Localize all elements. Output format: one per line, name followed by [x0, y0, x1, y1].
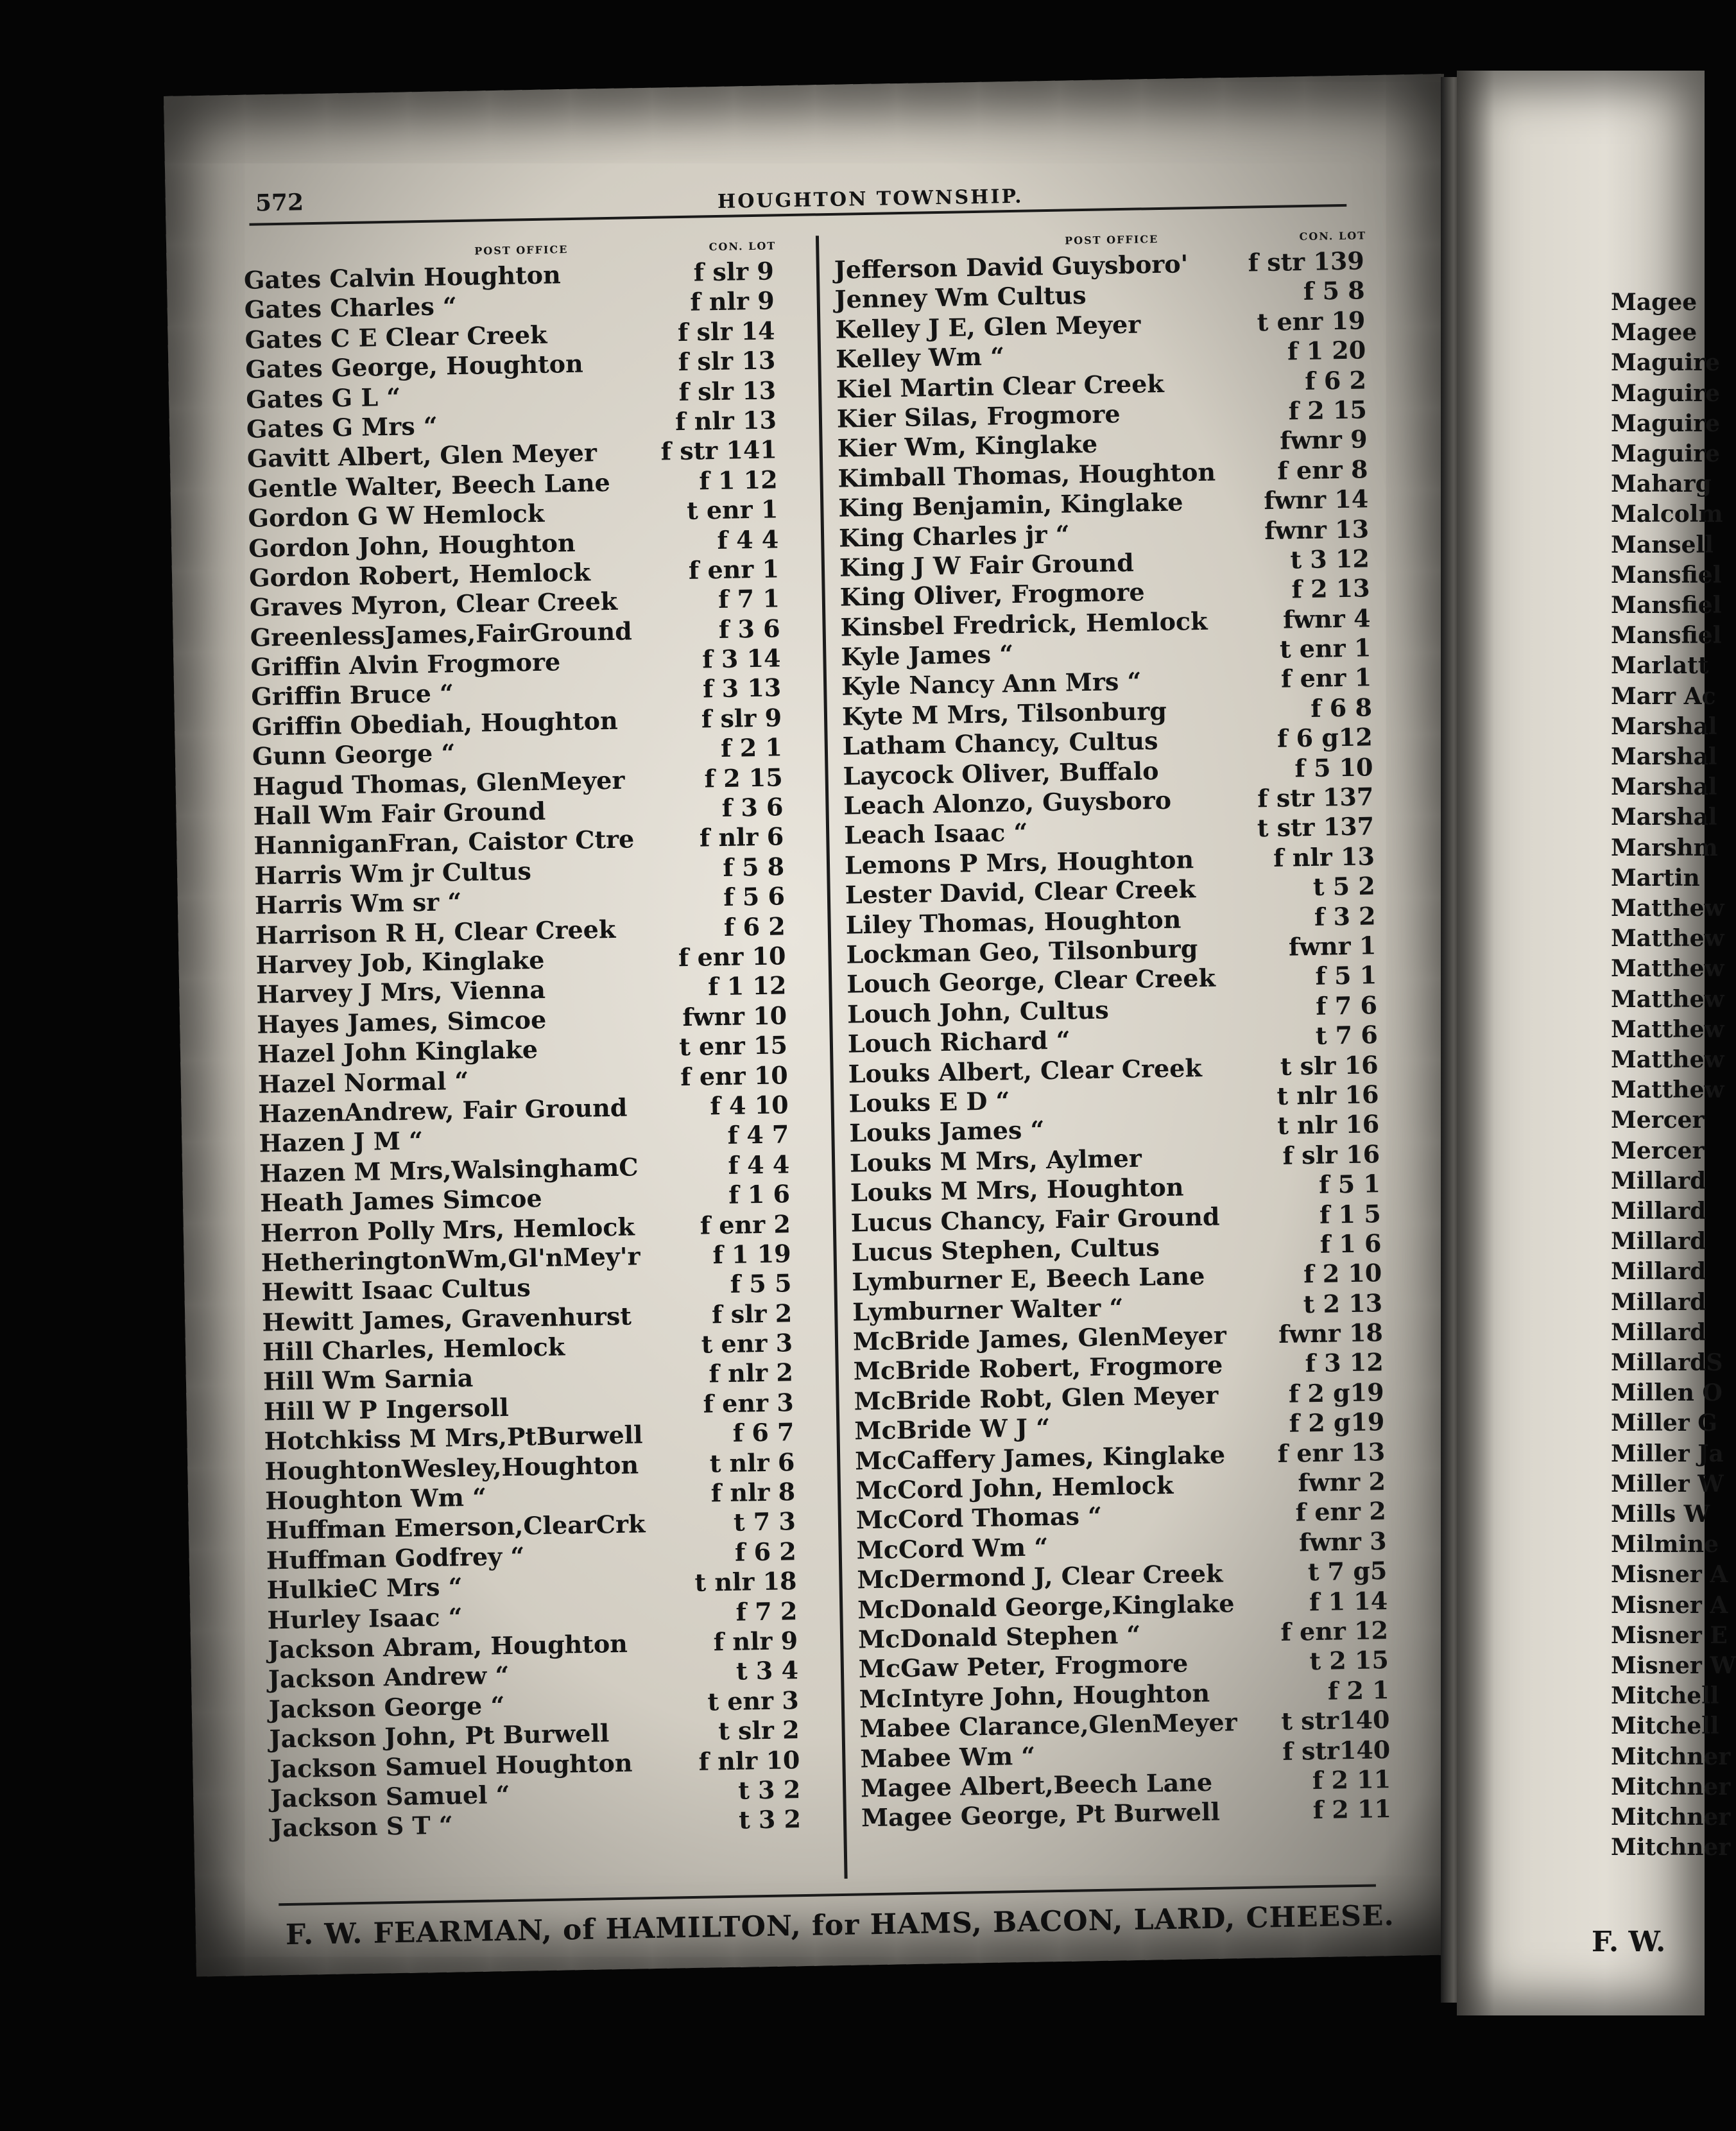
entry-con-lot: f 5 10 — [1294, 752, 1373, 783]
entry-con-lot: f 5 6 — [723, 881, 786, 912]
next-page-footer: F. W. — [1592, 1926, 1666, 1958]
next-page-entry: Matthew — [1611, 925, 1724, 953]
entry-name-post-office: Hazen J M “ — [259, 1126, 424, 1158]
entry-name-post-office: McCord Thomas “ — [855, 1501, 1103, 1535]
next-page-entry: Millard — [1611, 1198, 1706, 1225]
entry-con-lot: t nlr 6 — [709, 1447, 795, 1478]
entry-name-post-office: Hazel Normal “ — [257, 1066, 469, 1099]
entry-con-lot: f enr 10 — [680, 1060, 789, 1091]
next-page-entry: Maguire — [1611, 379, 1721, 407]
next-page-entry: Maguire — [1611, 410, 1721, 437]
entry-con-lot: f 6 g12 — [1276, 722, 1373, 754]
entry-con-lot: f 1 20 — [1287, 335, 1366, 366]
entry-name-post-office: Gates Charles “ — [244, 291, 458, 325]
entry-con-lot: t nlr 16 — [1276, 1109, 1380, 1141]
entry-con-lot: f 1 14 — [1309, 1585, 1388, 1616]
entry-name-post-office: Gates Calvin Houghton — [243, 260, 562, 295]
next-page-entry: Misner A — [1611, 1591, 1728, 1619]
next-page-entry: Mills W — [1611, 1501, 1710, 1528]
entry-name-post-office: Kimball Thomas, Houghton — [838, 457, 1216, 493]
entry-con-lot: t 7 6 — [1315, 1020, 1379, 1051]
entry-con-lot: fwnr 1 — [1288, 931, 1377, 962]
entry-name-post-office: Gordon Robert, Hemlock — [248, 557, 591, 592]
entry-name-post-office: Jackson Abram, Houghton — [267, 1628, 628, 1664]
entry-con-lot: fwnr 14 — [1264, 484, 1369, 515]
entry-name-post-office: King Benjamin, Kinglake — [838, 487, 1183, 522]
entry-name-post-office: McDonald Stephen “ — [857, 1619, 1141, 1654]
entry-con-lot: fwnr 18 — [1278, 1318, 1384, 1349]
entry-name-post-office: Mabee Clarance,GlenMeyer — [859, 1707, 1238, 1743]
entry-name-post-office: Kelley Wm “ — [835, 341, 1005, 374]
entry-name-post-office: Jackson Samuel “ — [270, 1779, 510, 1813]
entry-con-lot: f 3 6 — [718, 614, 780, 644]
next-page-entry: Millen O — [1611, 1379, 1723, 1407]
entry-name-post-office: Hill W P Ingersoll — [263, 1392, 510, 1426]
entry-con-lot: f enr 8 — [1276, 454, 1368, 485]
entry-name-post-office: HulkieC Mrs “ — [266, 1572, 463, 1605]
next-page-entry: Misner A — [1611, 1561, 1728, 1589]
entry-con-lot: t 2 15 — [1309, 1645, 1389, 1676]
entry-con-lot: fwnr 13 — [1264, 513, 1370, 545]
next-page-entry: Mansfiel — [1611, 592, 1722, 619]
entry-con-lot: t 7 g5 — [1307, 1556, 1388, 1587]
entry-name-post-office: McBride James, GlenMeyer — [852, 1320, 1227, 1356]
entry-con-lot: fwnr 3 — [1298, 1526, 1387, 1557]
entry-name-post-office: McCaffery James, Kinglake — [854, 1440, 1226, 1476]
entry-name-post-office: Huffman Emerson,ClearCrk — [265, 1509, 646, 1545]
entry-name-post-office: Lemons P Mrs, Houghton — [844, 844, 1194, 880]
entry-name-post-office: Griffin Obediah, Houghton — [251, 705, 619, 741]
next-page-entry: Martin — [1611, 864, 1700, 892]
entry-name-post-office: Griffin Alvin Frogmore — [250, 647, 561, 682]
entry-con-lot: f 5 8 — [723, 852, 785, 882]
entry-con-lot: fwnr 9 — [1279, 424, 1368, 456]
entry-name-post-office: Lymburner E, Beech Lane — [852, 1261, 1205, 1297]
right-entries — [834, 246, 1400, 1833]
next-page-entry: Magee — [1611, 319, 1697, 347]
next-page-vignette — [1457, 71, 1705, 2015]
entry-name-post-office: Graves Myron, Clear Creek — [249, 587, 618, 623]
entry-name-post-office: Kelley J E, Glen Meyer — [835, 309, 1141, 344]
entry-name-post-office: Magee Albert,Beech Lane — [860, 1767, 1213, 1803]
entry-name-post-office: Gavitt Albert, Glen Meyer — [246, 438, 597, 474]
entry-con-lot: f str 137 — [1257, 782, 1374, 813]
entry-con-lot: f 6 7 — [732, 1417, 795, 1448]
next-page-entry: Matthew — [1611, 985, 1724, 1013]
entry-name-post-office: Jackson Andrew “ — [268, 1661, 510, 1694]
next-page-entry: Miller Ja — [1611, 1440, 1724, 1467]
next-page-entry: Miller W — [1611, 1470, 1724, 1497]
entry-name-post-office: Kiel Martin Clear Creek — [836, 368, 1164, 404]
next-page-entry: Milmine — [1611, 1531, 1719, 1558]
entry-name-post-office: Jackson Samuel Houghton — [270, 1748, 633, 1784]
entry-con-lot: f 1 12 — [707, 971, 787, 1001]
entry-name-post-office: Harvey J Mrs, Vienna — [256, 975, 546, 1010]
entry-con-lot: f nlr 13 — [1273, 841, 1375, 872]
entry-name-post-office: Louks Albert, Clear Creek — [848, 1053, 1203, 1089]
entry-name-post-office: Hewitt James, Gravenhurst — [261, 1301, 632, 1337]
entry-con-lot: fwnr 4 — [1282, 603, 1371, 634]
con-lot-heading: CON. LOT — [709, 239, 777, 254]
entry-con-lot: f nlr 9 — [689, 286, 775, 317]
entry-con-lot: f nlr 2 — [709, 1358, 794, 1388]
entry-con-lot: t 3 2 — [737, 1775, 801, 1805]
entry-con-lot: f enr 1 — [688, 554, 780, 585]
entry-con-lot: f 2 1 — [720, 732, 783, 763]
entry-con-lot: t enr 3 — [701, 1328, 793, 1359]
entry-con-lot: f nlr 13 — [675, 405, 777, 436]
entry-con-lot: f 4 7 — [727, 1119, 789, 1150]
next-page-entry: Matthew — [1611, 955, 1724, 983]
entry-con-lot: fwnr 10 — [682, 1001, 787, 1031]
advertisement-footer: F. W. FEARMAN, of HAMILTON, for HAMS, BACON, LARD, CHEESE. — [285, 1899, 1395, 1952]
entry-name-post-office: HoughtonWesley,Houghton — [264, 1450, 639, 1486]
entry-con-lot: f 5 8 — [1303, 275, 1365, 306]
entry-con-lot: t enr 3 — [707, 1685, 800, 1716]
entry-name-post-office: Lucus Stephen, Cultus — [851, 1232, 1160, 1267]
entry-name-post-office: Jefferson David Guysboro' — [834, 249, 1189, 284]
entry-con-lot: f slr 13 — [678, 345, 776, 377]
entry-con-lot: f 2 g19 — [1288, 1377, 1384, 1408]
entry-name-post-office: McDonald George,Kinglake — [857, 1588, 1235, 1625]
entry-name-post-office: Lymburner Walter “ — [852, 1292, 1124, 1327]
entry-con-lot: t enr 1 — [1279, 633, 1371, 664]
entry-name-post-office: Lucus Chancy, Fair Ground — [850, 1202, 1220, 1238]
entry-name-post-office: King Charles jr “ — [838, 519, 1070, 553]
next-page-fragment — [1457, 71, 1736, 2015]
entry-name-post-office: McBride Robert, Frogmore — [853, 1350, 1223, 1386]
next-page-entry: Marshal — [1611, 773, 1717, 801]
entry-con-lot: f 6 2 — [1304, 365, 1367, 395]
entry-name-post-office: Hill Charles, Hemlock — [262, 1332, 565, 1367]
entry-con-lot: f 2 15 — [1288, 395, 1368, 426]
entry-con-lot: f str140 — [1282, 1734, 1391, 1766]
entry-name-post-office: Hazel John Kinglake — [257, 1035, 538, 1069]
next-page-entry: Matthew — [1611, 1015, 1724, 1043]
entry-con-lot: f 1 12 — [699, 465, 778, 496]
next-page-entry: Maharg — [1611, 470, 1712, 498]
entry-con-lot: f enr 2 — [1295, 1496, 1387, 1527]
entry-name-post-office: Leach Alonzo, Guysboro — [843, 785, 1172, 820]
entry-con-lot: f nlr 8 — [710, 1477, 796, 1508]
entry-con-lot: t slr 2 — [718, 1715, 800, 1746]
next-page-entry: Mansfiel — [1611, 622, 1722, 650]
next-page-entry: Malcolm — [1611, 501, 1723, 528]
entry-con-lot: t str140 — [1280, 1705, 1390, 1736]
entry-name-post-office: Harrison R H, Clear Creek — [255, 914, 616, 950]
next-page-entry: Misner W — [1611, 1652, 1736, 1679]
entry-con-lot: f slr 16 — [1282, 1139, 1380, 1170]
entry-con-lot: f 5 1 — [1318, 1169, 1381, 1199]
entry-name-post-office: Huffman Godfrey “ — [266, 1541, 525, 1575]
entry-name-post-office: King J W Fair Ground — [839, 548, 1135, 582]
next-page-entry: Mansfiel — [1611, 561, 1722, 589]
entry-name-post-office: HanniganFran, Caistor Ctre — [254, 824, 635, 861]
entry-con-lot: f 1 5 — [1319, 1198, 1382, 1229]
entry-name-post-office: Gates C E Clear Creek — [245, 320, 547, 354]
entry-name-post-office: HazenAndrew, Fair Ground — [258, 1092, 628, 1128]
entry-con-lot: t 7 3 — [733, 1506, 796, 1537]
entry-name-post-office: McGaw Peter, Frogmore — [858, 1648, 1189, 1684]
entry-name-post-office: Harvey Job, Kinglake — [255, 945, 545, 979]
entry-name-post-office: Gordon G W Hemlock — [248, 498, 545, 533]
entry-name-post-office: Kyle Nancy Ann Mrs “ — [841, 667, 1142, 702]
entry-con-lot: f 2 g19 — [1289, 1407, 1385, 1438]
entry-name-post-office: Louks M Mrs, Houghton — [850, 1172, 1184, 1207]
entry-name-post-office: McCord John, Hemlock — [855, 1470, 1174, 1505]
entry-name-post-office: Louch George, Clear Creek — [846, 963, 1216, 999]
entry-con-lot: f slr 9 — [701, 703, 782, 734]
entry-con-lot: t enr 19 — [1257, 306, 1366, 337]
entry-name-post-office: Kier Wm, Kinglake — [837, 429, 1098, 463]
next-page-entry: Marlatt — [1611, 652, 1709, 680]
post-office-heading: POST OFFICE — [474, 243, 569, 257]
entry-con-lot: t enr 1 — [686, 494, 778, 525]
next-page-entry: Mitchell — [1611, 1682, 1719, 1710]
entry-name-post-office: Harris Wm jr Cultus — [254, 856, 532, 890]
entry-con-lot: f slr 13 — [678, 375, 777, 406]
entry-con-lot: t nlr 18 — [694, 1566, 797, 1598]
entry-name-post-office: Gunn George “ — [252, 738, 456, 771]
entry-con-lot: f 6 2 — [734, 1536, 797, 1567]
entry-name-post-office: Jackson George “ — [268, 1690, 505, 1724]
entry-con-lot: f 2 1 — [1327, 1675, 1390, 1705]
entry-con-lot: f 4 4 — [728, 1149, 790, 1180]
next-page-entry: Mansell — [1611, 531, 1714, 558]
entry-con-lot: f 2 13 — [1291, 573, 1371, 604]
entry-con-lot: t 2 13 — [1303, 1288, 1383, 1318]
entry-name-post-office: Hagud Thomas, GlenMeyer — [252, 765, 625, 801]
entry-con-lot: t 3 4 — [735, 1655, 799, 1686]
left-column — [243, 239, 810, 1843]
entry-con-lot: f 5 5 — [730, 1268, 792, 1299]
entry-con-lot: f str 141 — [660, 435, 778, 466]
entry-name-post-office: Jackson John, Pt Burwell — [269, 1718, 610, 1754]
entry-name-post-office: Hurley Isaac “ — [267, 1601, 463, 1635]
entry-name-post-office: McCord Wm “ — [856, 1532, 1049, 1565]
next-page-entry: Mitchner — [1611, 1804, 1731, 1831]
entry-con-lot: f 5 1 — [1315, 960, 1377, 991]
entry-name-post-office: Laycock Oliver, Buffalo — [843, 755, 1159, 791]
entry-con-lot: t enr 15 — [678, 1030, 788, 1062]
next-page-entry: MillardS — [1611, 1349, 1723, 1376]
entry-name-post-office: Kyte M Mrs, Tilsonburg — [841, 696, 1167, 731]
entry-con-lot: f 3 13 — [702, 673, 782, 703]
entry-name-post-office: GreenlessJames,FairGround — [250, 616, 633, 652]
entry-name-post-office: Hayes James, Simcoe — [256, 1005, 547, 1039]
left-entries — [244, 256, 811, 1843]
entry-name-post-office: McIntyre John, Houghton — [859, 1678, 1210, 1714]
next-page-entry: Marshal — [1611, 712, 1717, 740]
entry-con-lot: f 6 2 — [723, 911, 786, 942]
entry-con-lot: f 4 10 — [710, 1090, 789, 1121]
next-page-entry: Maguire — [1611, 440, 1721, 467]
next-page-entry: Magee — [1611, 289, 1697, 316]
entry-con-lot: f 1 6 — [728, 1179, 791, 1210]
entry-con-lot: f 1 6 — [1319, 1229, 1382, 1259]
entry-con-lot: t nlr 16 — [1276, 1080, 1379, 1110]
entry-name-post-office: Louks James “ — [848, 1115, 1045, 1148]
entry-con-lot: t str 137 — [1257, 811, 1375, 843]
next-page-entry: Millard — [1611, 1318, 1706, 1346]
entry-con-lot: t slr 16 — [1280, 1049, 1379, 1081]
next-page-entry: Maguire — [1611, 349, 1721, 377]
con-lot-heading: CON. LOT — [1299, 229, 1367, 243]
entry-name-post-office: Hazen M Mrs,WalsinghamC — [259, 1152, 639, 1188]
entry-name-post-office: Hotchkiss M Mrs,PtBurwell — [264, 1420, 643, 1456]
entry-con-lot: f slr 2 — [711, 1298, 793, 1329]
next-page-entry: Marshm — [1611, 834, 1718, 861]
entry-name-post-office: Louks M Mrs, Aylmer — [849, 1143, 1142, 1178]
entry-name-post-office: Hill Wm Sarnia — [262, 1363, 474, 1397]
next-page-entry: Matthew — [1611, 1076, 1724, 1104]
entry-name-post-office: Gates G L “ — [245, 382, 401, 414]
next-page-entry: Mercer — [1611, 1107, 1705, 1134]
entry-name-post-office: McBride Robt, Glen Meyer — [854, 1380, 1219, 1416]
entry-con-lot: f 4 4 — [717, 524, 779, 555]
entry-name-post-office: Kinsbel Fredrick, Hemlock — [840, 606, 1208, 642]
entry-con-lot: f 2 15 — [704, 762, 784, 793]
next-page-entry: Marshal — [1611, 743, 1717, 770]
next-page-entry: Matthew — [1611, 1046, 1724, 1073]
entry-name-post-office: Kyle James “ — [841, 639, 1014, 671]
entry-name-post-office: Jenney Wm Cultus — [834, 280, 1087, 315]
next-page-entry: Millard — [1611, 1258, 1706, 1286]
page-title: HOUGHTON TOWNSHIP. — [717, 185, 1024, 213]
entry-name-post-office: Heath James Simcoe — [259, 1184, 542, 1218]
entry-con-lot: f 7 6 — [1315, 990, 1378, 1021]
entry-con-lot: f 3 6 — [721, 792, 784, 823]
entry-name-post-office: Liley Thomas, Houghton — [845, 904, 1182, 940]
entry-con-lot: f slr 14 — [677, 316, 775, 347]
entry-con-lot: f enr 2 — [700, 1209, 791, 1240]
entry-name-post-office: Herron Polly Mrs, Hemlock — [260, 1211, 635, 1248]
entry-name-post-office: Harris Wm sr “ — [254, 887, 462, 920]
entry-name-post-office: Gates George, Houghton — [245, 349, 583, 384]
entry-con-lot: f nlr 9 — [713, 1626, 798, 1657]
entry-con-lot: f nlr 6 — [699, 822, 784, 853]
entry-con-lot: f str 139 — [1248, 246, 1365, 277]
entry-con-lot: f 2 11 — [1312, 1794, 1392, 1825]
entry-con-lot: f nlr 10 — [698, 1745, 800, 1776]
next-page-entry: Mitchner — [1611, 1834, 1731, 1861]
entry-con-lot: f 7 2 — [735, 1596, 798, 1626]
entry-name-post-office: Latham Chancy, Cultus — [842, 726, 1158, 761]
entry-name-post-office: Hall Wm Fair Ground — [253, 796, 546, 831]
entry-name-post-office: Mabee Wm “ — [859, 1741, 1036, 1773]
entry-name-post-office: Louch John, Cultus — [847, 995, 1110, 1029]
entry-name-post-office: Gates G Mrs “ — [246, 411, 438, 444]
entry-name-post-office: Gentle Walter, Beech Lane — [247, 467, 611, 503]
next-page-entry: Millard — [1611, 1228, 1706, 1255]
entry-con-lot: fwnr 2 — [1298, 1467, 1386, 1497]
entry-con-lot: f 2 10 — [1303, 1258, 1382, 1289]
entry-con-lot: f 3 12 — [1305, 1347, 1384, 1378]
next-page-entry: Misner E — [1611, 1621, 1728, 1649]
entry-name-post-office: Leach Isaac “ — [843, 818, 1028, 850]
entry-con-lot: t 3 2 — [738, 1804, 802, 1835]
entry-con-lot: f enr 12 — [1280, 1616, 1389, 1646]
entry-con-lot: f enr 13 — [1277, 1436, 1386, 1468]
next-page-entry: Millard — [1611, 1167, 1706, 1195]
next-page-entry: Marshal — [1611, 804, 1717, 831]
next-page-entry: Mercer — [1611, 1137, 1705, 1164]
entry-name-post-office: Houghton Wm “ — [264, 1482, 487, 1515]
entry-name-post-office: Lester David, Clear Creek — [845, 874, 1196, 910]
entry-name-post-office: Gordon John, Houghton — [248, 528, 576, 563]
entry-name-post-office: King Oliver, Frogmore — [839, 577, 1145, 612]
entry-con-lot: f enr 3 — [703, 1388, 795, 1419]
page-number: 572 — [255, 189, 304, 217]
entry-name-post-office: Jackson S T “ — [270, 1810, 454, 1843]
entry-name-post-office: Lockman Geo, Tilsonburg — [846, 934, 1198, 969]
entry-con-lot: f enr 1 — [1280, 662, 1372, 694]
entry-con-lot: f 7 1 — [718, 583, 780, 614]
entry-name-post-office: Kier Silas, Frogmore — [836, 399, 1121, 433]
next-page-entry: Mitchner — [1611, 1773, 1731, 1800]
entry-con-lot: f 6 8 — [1310, 693, 1373, 723]
next-page-entry: Miller G — [1611, 1410, 1718, 1437]
entry-name-post-office: Griffin Bruce “ — [250, 678, 454, 712]
entry-con-lot: f 1 19 — [712, 1239, 792, 1270]
entry-con-lot: f slr 9 — [693, 256, 775, 287]
directory-page — [164, 74, 1477, 1976]
entry-name-post-office: Louch Richard “ — [847, 1025, 1071, 1058]
next-page-entry: Mitchell — [1611, 1713, 1719, 1740]
entry-con-lot: t 3 12 — [1290, 544, 1370, 574]
entry-con-lot: f 3 14 — [701, 643, 781, 674]
entry-name-post-office: HetheringtonWm,Gl'nMey'r — [261, 1241, 640, 1277]
entry-con-lot: f 3 2 — [1314, 901, 1376, 931]
entry-con-lot: t 5 2 — [1312, 871, 1376, 902]
entry-name-post-office: Magee George, Pt Burwell — [861, 1797, 1221, 1833]
next-page-entry: Marr Ac — [1611, 682, 1716, 710]
next-page-entry: Millard — [1611, 1288, 1706, 1316]
entry-name-post-office: McBride W J “ — [854, 1413, 1051, 1445]
entry-name-post-office: McDermond J, Clear Creek — [857, 1558, 1223, 1594]
next-page-entry: Matthew — [1611, 895, 1724, 922]
entry-con-lot: f 2 11 — [1312, 1764, 1391, 1795]
post-office-heading: POST OFFICE — [1064, 232, 1159, 247]
entry-name-post-office: Hewitt Isaac Cultus — [261, 1273, 531, 1307]
right-column — [834, 229, 1400, 1833]
next-page-entry: Mitchner — [1611, 1743, 1731, 1770]
entry-con-lot: f enr 10 — [678, 941, 786, 972]
entry-name-post-office: Louks E D “ — [848, 1086, 1010, 1118]
